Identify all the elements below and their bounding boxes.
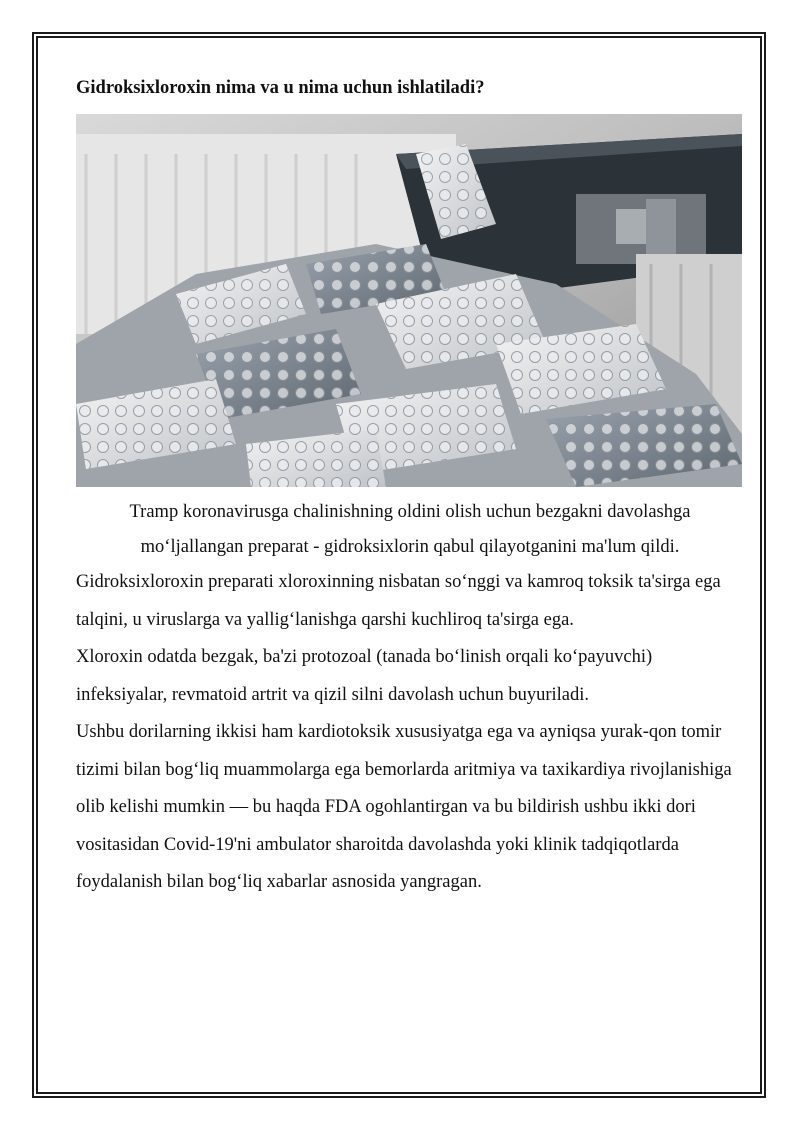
article-title: Gidroksixloroxin nima va u nima uchun ishlatiladi? xyxy=(76,78,485,98)
article-paragraph: Xloroxin odatda bezgak, ba'zi protozoal (tanada bo‘linish orqali ko‘payuvchi) infeksiyalar, revmatoid artrit va qizil silni davolash uchun buyuriladi. xyxy=(76,647,653,705)
article-photo xyxy=(76,114,742,487)
image-caption: Tramp koronavirusga chalinishning oldini olish uchun bezgakni davolashga mo‘ljallangan preparat - gidroksixlorin qabul qilayotganini ma'lum qildi. xyxy=(129,502,691,557)
article xyxy=(76,76,744,902)
article-paragraph: Gidroksixloroxin preparati xloroxinning nisbatan so‘nggi va kamroq toksik ta'sirga ega talqini, u viruslarga va yallig‘lanishga qarshi kuchliroq ta'sirga ega. xyxy=(76,572,721,630)
article-paragraph: Ushbu dorilarning ikkisi ham kardiotoksik xususiyatga ega va ayniqsa yurak-qon tomir tizimi bilan bog‘liq muammolarga ega bemorlarda aritmiya va taxikardiya rivojlanishiga olib kelishi mumkin — bu haqda FDA ogohlantirgan va bu bildirish ushbu ikki dori vositasidan Covid-19'ni ambulator sharoitda davolashda yoki klinik tadqiqotlarda foydalanish bilan bog‘liq xabarlar asnosida yangragan. xyxy=(76,722,732,892)
